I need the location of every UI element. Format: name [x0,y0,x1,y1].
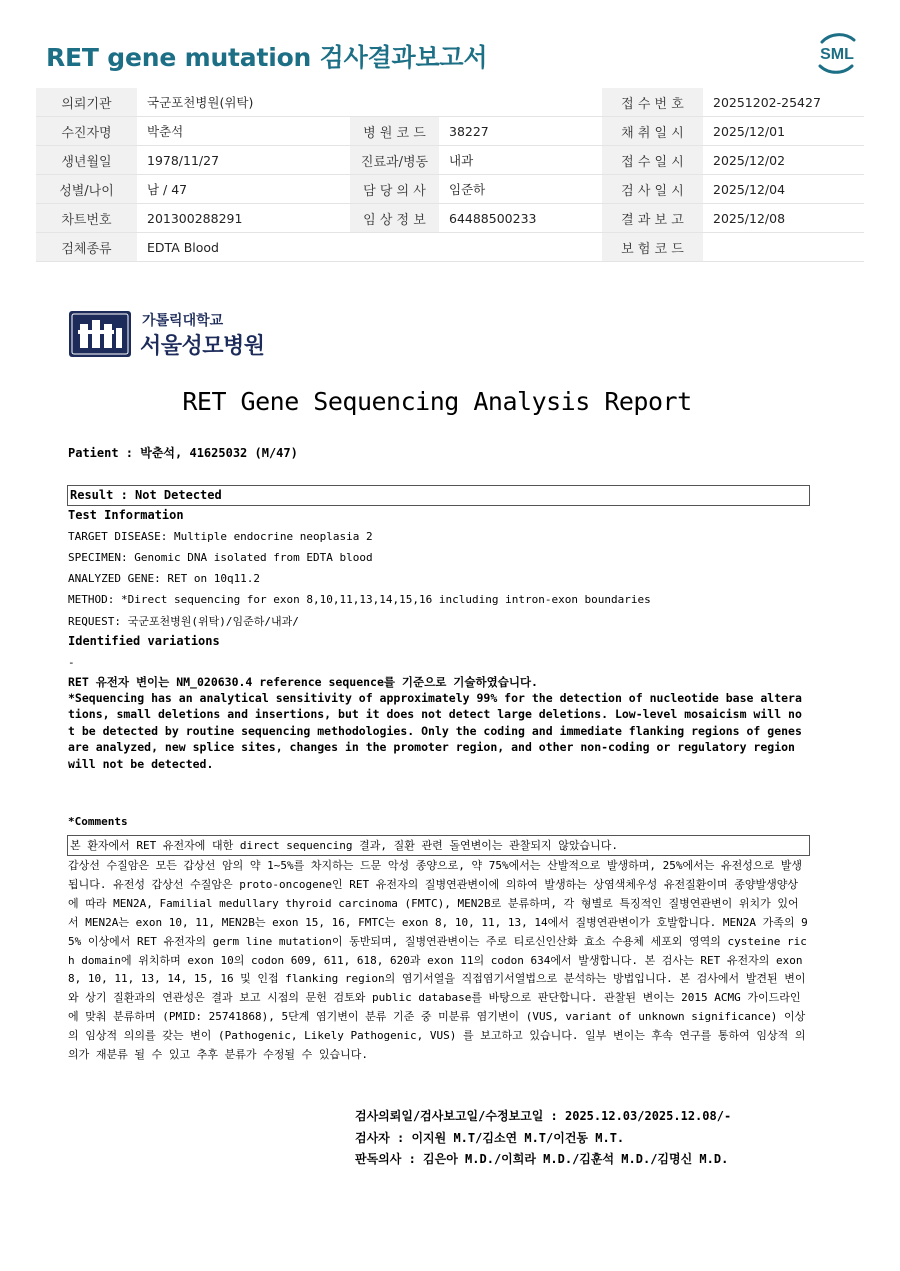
info-label: 성별/나이 [36,175,137,204]
info-value [703,233,864,262]
info-label: 담 당 의 사 [350,175,439,204]
info-row [36,146,864,175]
info-label: 접 수 일 시 [602,146,703,175]
info-label: 검체종류 [36,233,137,262]
sml-logo-text: SML [820,46,854,63]
info-label: 의뢰기관 [36,88,137,117]
info-label: 채 취 일 시 [602,117,703,146]
info-label: 병 원 코 드 [350,117,439,146]
info-label: 차트번호 [36,204,137,233]
info-value: 임준하 [439,175,602,204]
target-disease: TARGET DISEASE: Multiple endocrine neoplasia 2 [68,530,373,543]
info-value: 20251202-25427 [703,88,864,117]
info-row [36,204,864,233]
patient-line: Patient : 박춘석, 41625032 (M/47) [68,446,298,460]
info-value: 국군포천병원(위탁) [137,88,350,117]
comment-body: 갑상선 수질암은 모든 갑상선 암의 약 1~5%를 차지하는 드문 악성 종양으로, 약 75%에서는 산발적으로 발생하며, 25%에서는 유전성으로 발생됩니다. 유전성 갑상선 수질암은 proto-oncogene인 RET 유전자의 질병연관변이에 의하여 발생하는 상염색체우성 유전질환이며 종양발생양상에 따라 MEN2A, Familial medullary thyroid carcinoma (FMTC), MEN2B로 분류하며, 각 형별로 특징적인 질병연관변이 위치가 있어서 MEN2A는 exon 10, 11, MEN2B는 exon 15, 16, FMTC는 exon 8, 10, 11, 13, 14에서 질병연관변이가 호발합니다. MEN2A 가족의 95% 이상에서 RET 유전자의 germ line mutation이 동반되며, 질병연관변이는 주로 티로신인산화 효소 수용체 세포외 영역의 cysteine rich domain에 위치하며 exon 10의 codon 609, 611, 618, 620과 exon 11의 codon 634에서 발생합니다. 본 검사는 RET 유전자의 exon 8, 10, 11, 13, 14, 15, 16 및 인접 flanking region의 염기서열을 직접염기서열법으로 분석하는 방법입니다. 본 검사에서 발견된 변이와 상기 질환과의 연관성은 결과 보고 시점의 문헌 검토와 public database를 바탕으로 판단합니다. 관찰된 변이는 2015 ACMG 가이드라인에 맞춰 분류하며 (PMID: 25741868), 5단계 염기변이 분류 기준 중 미분류 염기변이 (VUS, variant of unknown significance) 이상의 임상적 의의를 갖는 변이 (Pathogenic, Likely Pathogenic, VUS) 를 보고하고 있습니다. 일부 변이는 후속 연구를 통하여 임상적 의의가 재분류 될 수 있고 추후 분류가 수정될 수 있습니다. [68,859,808,1062]
identified-variations-heading: Identified variations [68,634,220,648]
page-title: RET gene mutation 검사결과보고서 [46,43,488,72]
sensitivity-note: *Sequencing has an analytical sensitivity of approximately 99% for the detection of nucleotide base alterations, small deletions and insertions, but it does not detect large deletions. Low-level mosaicism will not be detected by routine sequencing methodologies. Only the coding and immediate flanking regions of genes are analyzed, new splice sites, changes in the promoter region, and other non-coding or regulatory region will not be detected. [68,691,802,771]
reference-note: RET 유전자 변이는 NM_020630.4 reference sequence를 기준으로 기술하였습니다. [68,675,538,689]
analyzed-gene: ANALYZED GENE: RET on 10q11.2 [68,572,261,585]
report-dates: 검사의뢰일/검사보고일/수정보고일 : 2025.12.03/2025.12.08/- [355,1109,732,1123]
info-value: 내과 [439,146,602,175]
info-label: 결 과 보 고 [602,204,703,233]
comment-summary-box: 본 환자에서 RET 유전자에 대한 direct sequencing 결과, 질환 관련 돌연변이는 관찰되지 않았습니다. [67,835,810,856]
technicians: 검사자 : 이지원 M.T/김소연 M.T/이건동 M.T. [355,1131,625,1145]
specimen: SPECIMEN: Genomic DNA isolated from EDTA blood [68,551,373,564]
hospital-name: 서울성모병원 [140,334,265,359]
info-row [36,233,864,262]
info-value: 1978/11/27 [137,146,350,175]
info-value [439,233,602,262]
info-value: 201300288291 [137,204,350,233]
hospital-university-name: 가톨릭대학교 [142,313,224,329]
info-value: 2025/12/02 [703,146,864,175]
info-value: 38227 [439,117,602,146]
info-value: 박춘석 [137,117,350,146]
method: METHOD: *Direct sequencing for exon 8,10,11,13,14,15,16 including intron-exon boundaries [68,593,651,606]
info-label: 임 상 정 보 [350,204,439,233]
info-value: EDTA Blood [137,233,350,262]
hospital-emblem-icon [68,310,132,358]
info-row [36,175,864,204]
info-label: 보 험 코 드 [602,233,703,262]
result-box: Result : Not Detected [67,485,810,506]
sml-logo [812,30,862,76]
info-label: 접 수 번 호 [602,88,703,117]
info-value: 2025/12/04 [703,175,864,204]
info-label: 진료과/병동 [350,146,439,175]
info-value [439,88,602,117]
info-value: 2025/12/01 [703,117,864,146]
info-value: 64488500233 [439,204,602,233]
info-label: 생년월일 [36,146,137,175]
report-title: RET Gene Sequencing Analysis Report [182,387,692,416]
info-label [350,88,439,117]
patient-info-table [36,88,864,262]
reading-physicians: 판독의사 : 김은아 M.D./이희라 M.D./김훈석 M.D./김명신 M.D. [355,1152,729,1166]
info-value: 2025/12/08 [703,204,864,233]
info-value: 남 / 47 [137,175,350,204]
info-label: 검 사 일 시 [602,175,703,204]
request: REQUEST: 국군포천병원(위탁)/임준하/내과/ [68,615,299,628]
info-label: 수진자명 [36,117,137,146]
identified-variations-value: - [68,656,75,669]
info-row [36,88,864,117]
info-label [350,233,439,262]
test-information-heading: Test Information [68,508,184,522]
comments-heading: *Comments [68,815,128,828]
info-row [36,117,864,146]
